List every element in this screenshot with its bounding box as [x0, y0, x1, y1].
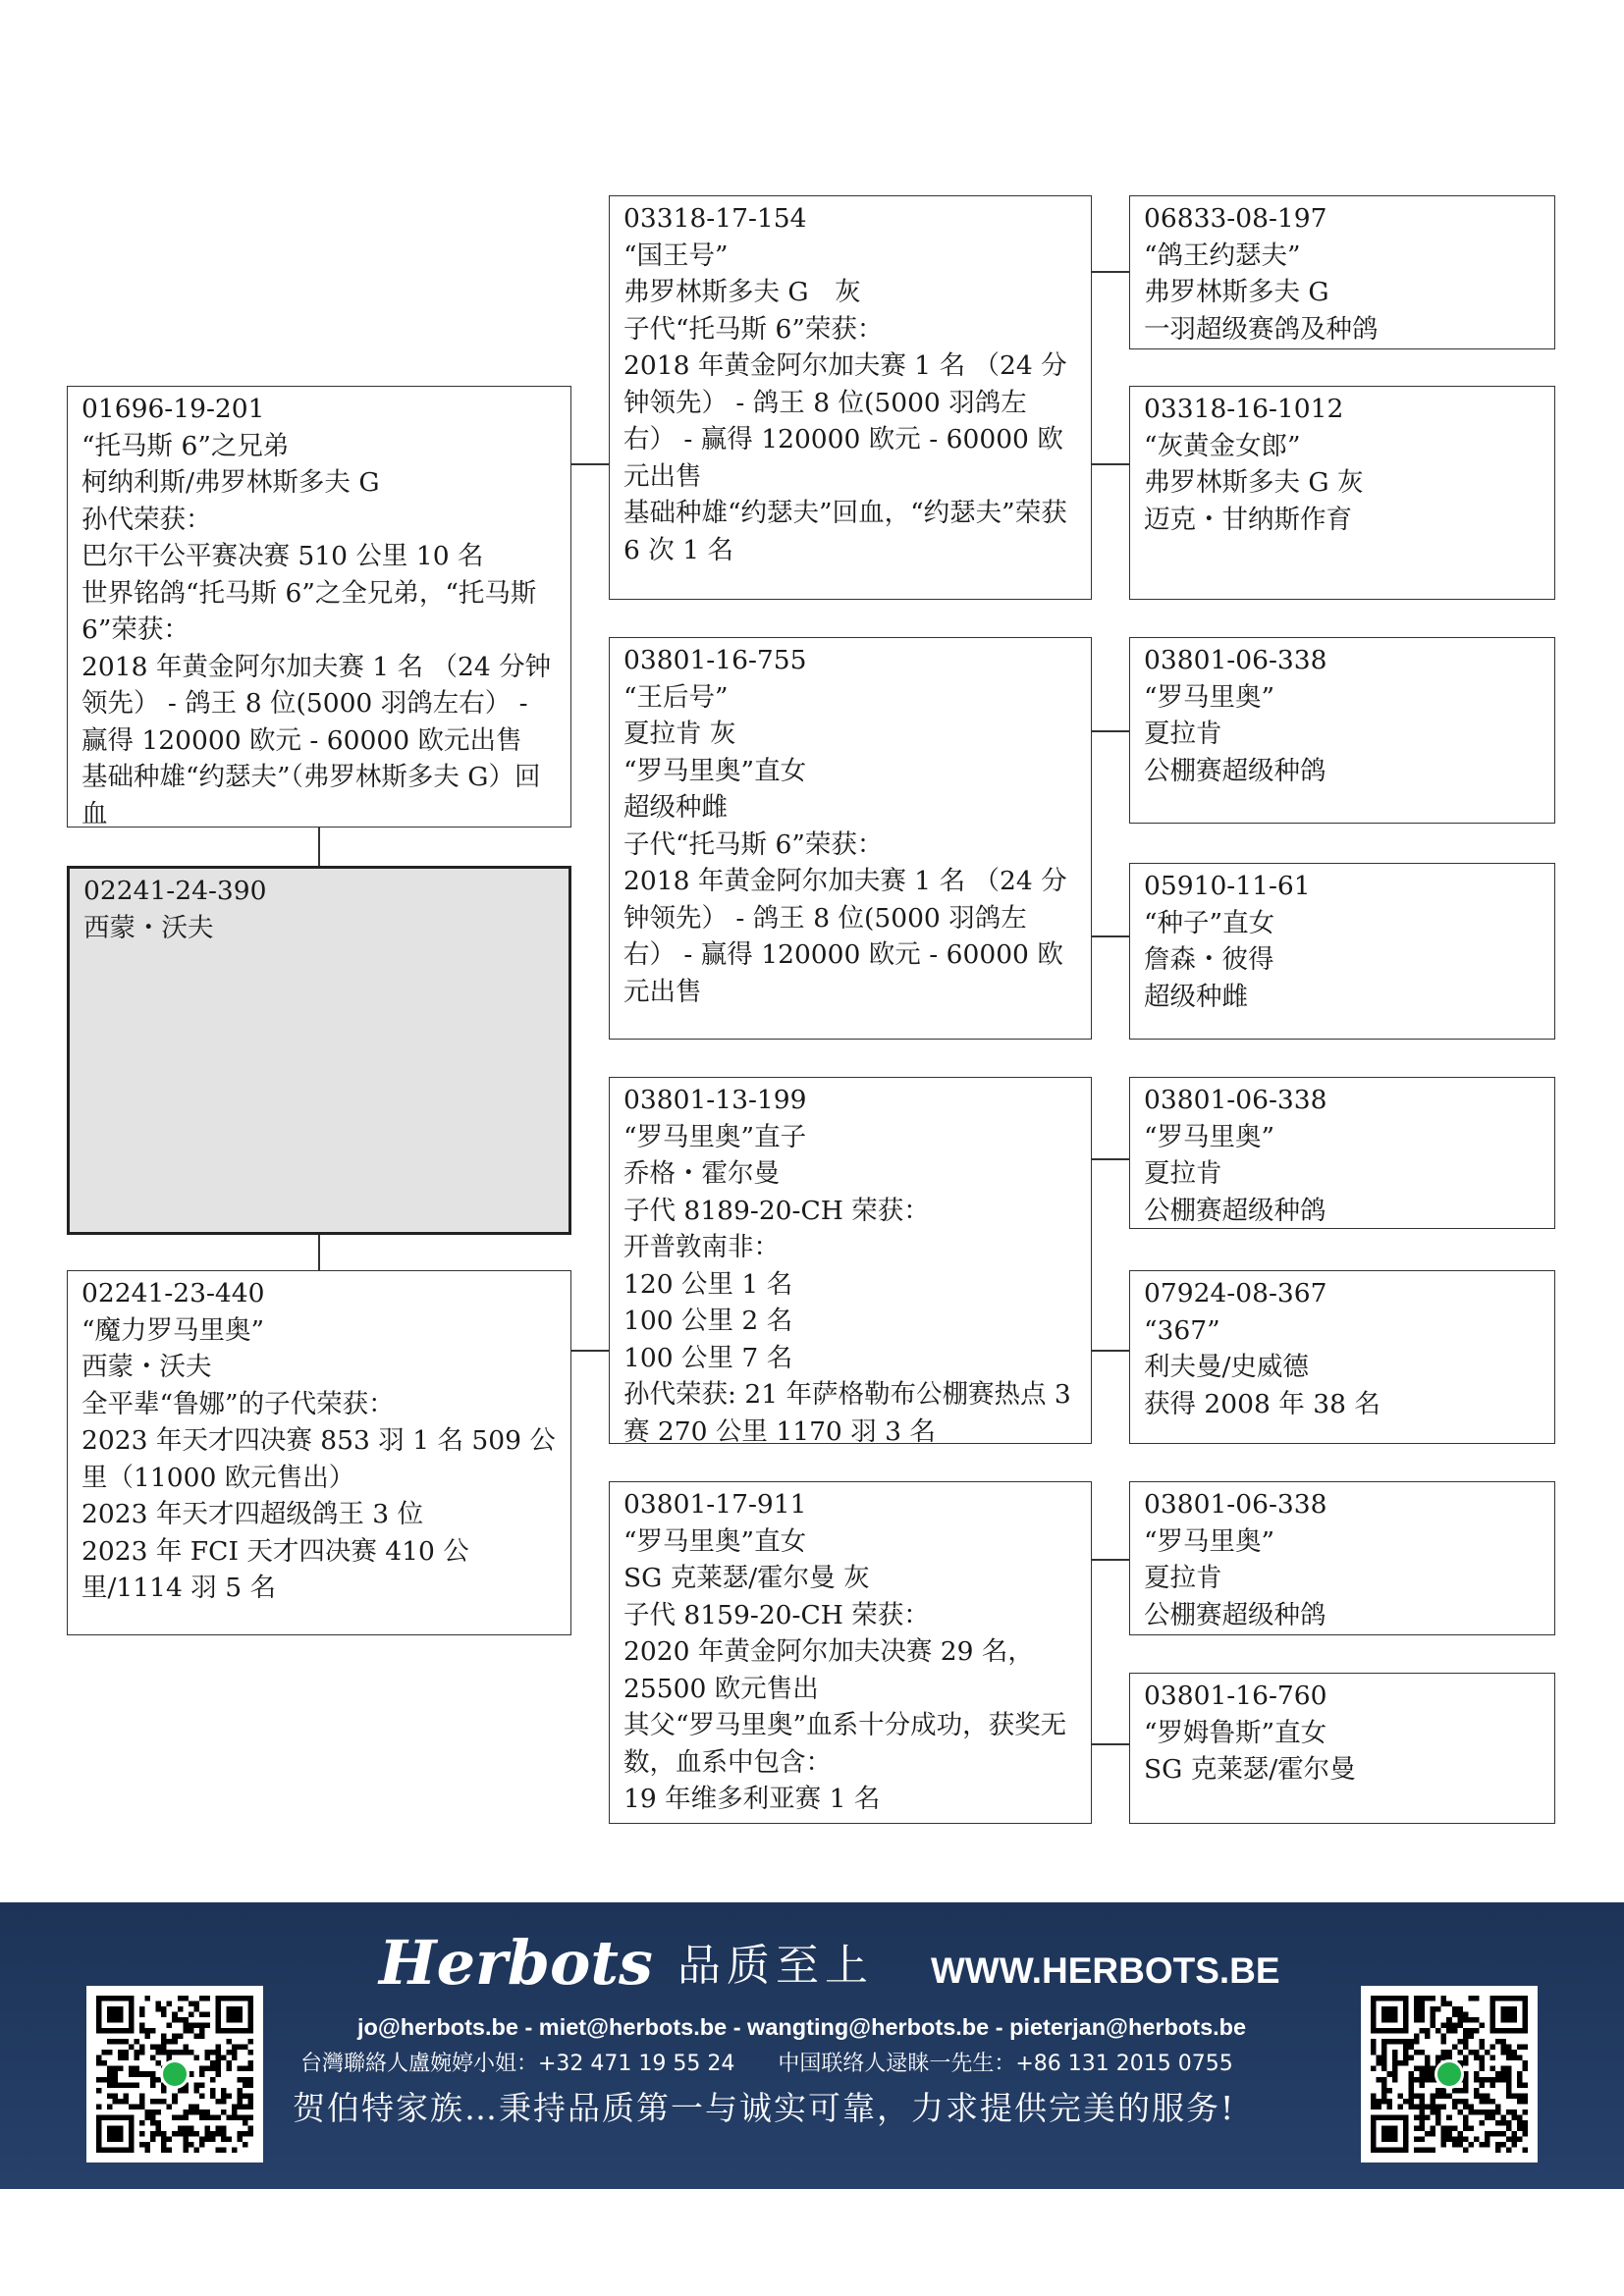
sire-sire-box: [609, 195, 1092, 600]
ring-number: 02241-24-390: [83, 876, 267, 906]
connector-line: [1092, 1743, 1131, 1745]
pedigree-text-line: 超级种雌: [1144, 981, 1248, 1012]
connector-line: [318, 828, 320, 867]
pedigree-text-line: 2020 年黄金阿尔加夫决赛 29 名，25500 欧元售出: [623, 1636, 1034, 1704]
pedigree-text-line: “灰黄金女郎”: [1144, 430, 1301, 461]
pedigree-text-line: 夏拉肯: [1144, 1563, 1222, 1593]
pedigree-text-line: 乔格・霍尔曼: [623, 1158, 780, 1189]
ss-dam-box: [1129, 386, 1555, 600]
pedigree-text-line: “魔力罗马里奥”: [81, 1314, 265, 1346]
pedigree-text-line: 2018 年黄金阿尔加夫赛 1 名 （24 分钟领先） - 鸽王 8 位(5000 羽鸽左右） - 赢得 120000 欧元 - 60000 欧元出售: [81, 651, 552, 756]
pedigree-text-line: 世界铭鸽“托马斯 6”之全兄弟，“托马斯 6”荣获：: [81, 577, 545, 645]
dam-box: [67, 1270, 571, 1635]
pedigree-text-line: “托马斯 6”之兄弟: [81, 430, 290, 461]
subject-box: [67, 866, 571, 1235]
ring-number: 01696-19-201: [81, 394, 265, 424]
dam-sire-box: [609, 1077, 1092, 1444]
sd-sire-box: [1129, 637, 1555, 824]
pedigree-text-line: 柯纳利斯/弗罗林斯多夫 G: [81, 467, 380, 498]
dam-dam-box: [609, 1481, 1092, 1824]
ds-sire-box: [1129, 1077, 1555, 1229]
pedigree-text-line: “鸽王约瑟夫”: [1144, 240, 1301, 271]
pedigree-text-line: 西蒙・沃夫: [81, 1352, 212, 1382]
connector-line: [1092, 1350, 1131, 1352]
connector-line: [1092, 935, 1131, 937]
ring-number: 07924-08-367: [1144, 1278, 1327, 1308]
ring-number: 03801-13-199: [623, 1085, 807, 1115]
ring-number: 06833-08-197: [1144, 203, 1327, 234]
dd-dam-box: [1129, 1673, 1555, 1824]
brand-slogan: 品质至上: [677, 1941, 874, 1991]
pedigree-text-line: 120 公里 1 名: [623, 1268, 793, 1300]
pedigree-text-line: 公棚赛超级种鸽: [1144, 755, 1326, 786]
connector-line: [1092, 1158, 1131, 1160]
pedigree-text-line: 2023 年天才四超级鸽王 3 位: [81, 1499, 424, 1529]
pedigree-text-line: 一羽超级赛鸽及种鸽: [1144, 313, 1379, 345]
pedigree-text-line: 子代 8159-20-CH 荣获：: [623, 1599, 930, 1630]
pedigree-text-line: 孙代荣获：: [81, 504, 212, 535]
ring-number: 03801-06-338: [1144, 1489, 1327, 1520]
pedigree-text-line: “367”: [1144, 1314, 1220, 1346]
pedigree-text-line: 子代 8189-20-CH 荣获：: [623, 1195, 930, 1226]
connector-line: [571, 1350, 611, 1352]
pedigree-text-line: 公棚赛超级种鸽: [1144, 1195, 1326, 1226]
pedigree-text-line: 获得 2008 年 38 名: [1144, 1388, 1380, 1419]
pedigree-text-line: “罗马里奥”直女: [623, 1525, 807, 1557]
pedigree-text-line: 子代“托马斯 6”荣获：: [623, 828, 884, 860]
pedigree-text-line: 夏拉肯 灰: [623, 719, 736, 749]
pedigree-text-line: 2018 年黄金阿尔加夫赛 1 名 （24 分钟领先） - 鸽王 8 位(5000 羽鸽左右） - 赢得 120000 欧元 - 60000 欧元出售: [623, 866, 1067, 1007]
website-link[interactable]: WWW.HERBOTS.BE: [931, 1950, 1280, 1991]
pedigree-text-line: 2023 年天才四决赛 853 羽 1 名 509 公里（11000 欧元售出）: [81, 1425, 556, 1493]
ring-number: 03801-06-338: [1144, 1085, 1327, 1115]
pedigree-text-line: 西蒙・沃夫: [83, 912, 214, 943]
pedigree-text-line: 迈克・甘纳斯作育: [1144, 504, 1352, 535]
pedigree-text-line: 基础种雄“约瑟夫”（弗罗林斯多夫 G）回血: [81, 762, 541, 828]
pedigree-text-line: 100 公里 2 名: [623, 1306, 793, 1336]
ring-number: 03801-16-755: [623, 645, 807, 675]
ring-number: 05910-11-61: [1144, 871, 1311, 901]
connector-line: [1092, 271, 1131, 273]
ring-number: 03318-17-154: [623, 203, 807, 234]
dd-sire-box: [1129, 1481, 1555, 1635]
ds-dam-box: [1129, 1270, 1555, 1444]
pedigree-text-line: 詹森・彼得: [1144, 944, 1274, 975]
pedigree-text-line: 公棚赛超级种鸽: [1144, 1599, 1326, 1630]
pedigree-text-line: SG 克莱瑟/霍尔曼: [1144, 1754, 1356, 1785]
ss-sire-box: [1129, 195, 1555, 349]
connector-line: [318, 1235, 320, 1270]
pedigree-text-line: 弗罗林斯多夫 G 灰: [623, 277, 861, 307]
connector-line: [571, 463, 611, 465]
pedigree-text-line: “罗马里奥”: [1144, 1525, 1275, 1557]
pedigree-text-line: 夏拉肯: [1144, 1158, 1222, 1189]
footer-tagline: 贺伯特家族…秉持品质第一与诚实可靠，力求提供完美的服务!: [293, 2089, 1236, 2127]
connector-line: [1092, 730, 1131, 732]
pedigree-text-line: 弗罗林斯多夫 G 灰: [1144, 467, 1364, 498]
pedigree-text-line: 100 公里 7 名: [623, 1342, 793, 1373]
brand-logo: Herbots: [379, 1927, 653, 1999]
pedigree-text-line: “罗姆鲁斯”直女: [1144, 1717, 1327, 1748]
sire-box: [67, 386, 571, 828]
sd-dam-box: [1129, 863, 1555, 1040]
pedigree-text-line: 19 年维多利亚赛 1 名: [623, 1784, 881, 1814]
pedigree-text-line: 利夫曼/史威德: [1144, 1352, 1309, 1382]
email-links[interactable]: jo@herbots.be - miet@herbots.be - wangting@herbots.be - pieterjan@herbots.be: [357, 2014, 1247, 2040]
pedigree-text-line: 巴尔干公平赛决赛 510 公里 10 名: [81, 541, 484, 571]
connector-line: [1092, 1559, 1131, 1561]
pedigree-text-line: 2023 年 FCI 天才四决赛 410 公里/1114 羽 5 名: [81, 1535, 469, 1603]
pedigree-text-line: 基础种雄“约瑟夫”回血，“约瑟夫”荣获 6 次 1 名: [623, 498, 1076, 565]
pedigree-text-line: 其父“罗马里奥”血系十分成功，获奖无数，血系中包含：: [623, 1710, 1067, 1778]
ring-number: 03318-16-1012: [1144, 394, 1344, 424]
ring-number: 03801-06-338: [1144, 645, 1327, 675]
pedigree-text-line: “种子”直女: [1144, 907, 1275, 938]
contact-info: 台灣聯絡人盧婉婷小姐：+32 471 19 55 24 中国联络人逯睐一先生：+86 131 2015 0755: [300, 2052, 1233, 2076]
pedigree-text-line: “罗马里奥”: [1144, 681, 1275, 713]
pedigree-text-line: 孙代荣获: 21 年萨格勒布公棚赛热点 3 赛 270 公里 1170 羽 3 名: [623, 1379, 1080, 1444]
pedigree-text-line: “王后号”: [623, 681, 729, 713]
pedigree-text-line: “罗马里奥”直女: [623, 755, 807, 786]
pedigree-text-line: 弗罗林斯多夫 G: [1144, 277, 1329, 307]
pedigree-text-line: 超级种雌: [623, 792, 728, 823]
pedigree-text-line: SG 克莱瑟/霍尔曼 灰: [623, 1563, 870, 1593]
pedigree-text-line: “国王号”: [623, 240, 729, 271]
pedigree-text-line: 开普敦南非：: [623, 1232, 780, 1262]
pedigree-text-line: 2018 年黄金阿尔加夫赛 1 名 （24 分钟领先） - 鸽王 8 位(5000 羽鸽左右） - 赢得 120000 欧元 - 60000 欧元出售: [623, 350, 1067, 492]
connector-line: [1092, 463, 1131, 465]
sire-dam-box: [609, 637, 1092, 1040]
pedigree-text-line: 夏拉肯: [1144, 719, 1222, 749]
pedigree-text-line: 子代“托马斯 6”荣获：: [623, 313, 884, 345]
ring-number: 02241-23-440: [81, 1278, 265, 1308]
pedigree-text-line: 全平辈“鲁娜”的子代荣获：: [81, 1388, 395, 1419]
ring-number: 03801-16-760: [1144, 1681, 1327, 1711]
ring-number: 03801-17-911: [623, 1489, 807, 1520]
pedigree-text-line: “罗马里奥”直子: [623, 1121, 807, 1152]
wechat-icon: [1435, 2059, 1464, 2089]
pedigree-text-line: “罗马里奥”: [1144, 1121, 1275, 1152]
line-icon: [160, 2059, 189, 2089]
